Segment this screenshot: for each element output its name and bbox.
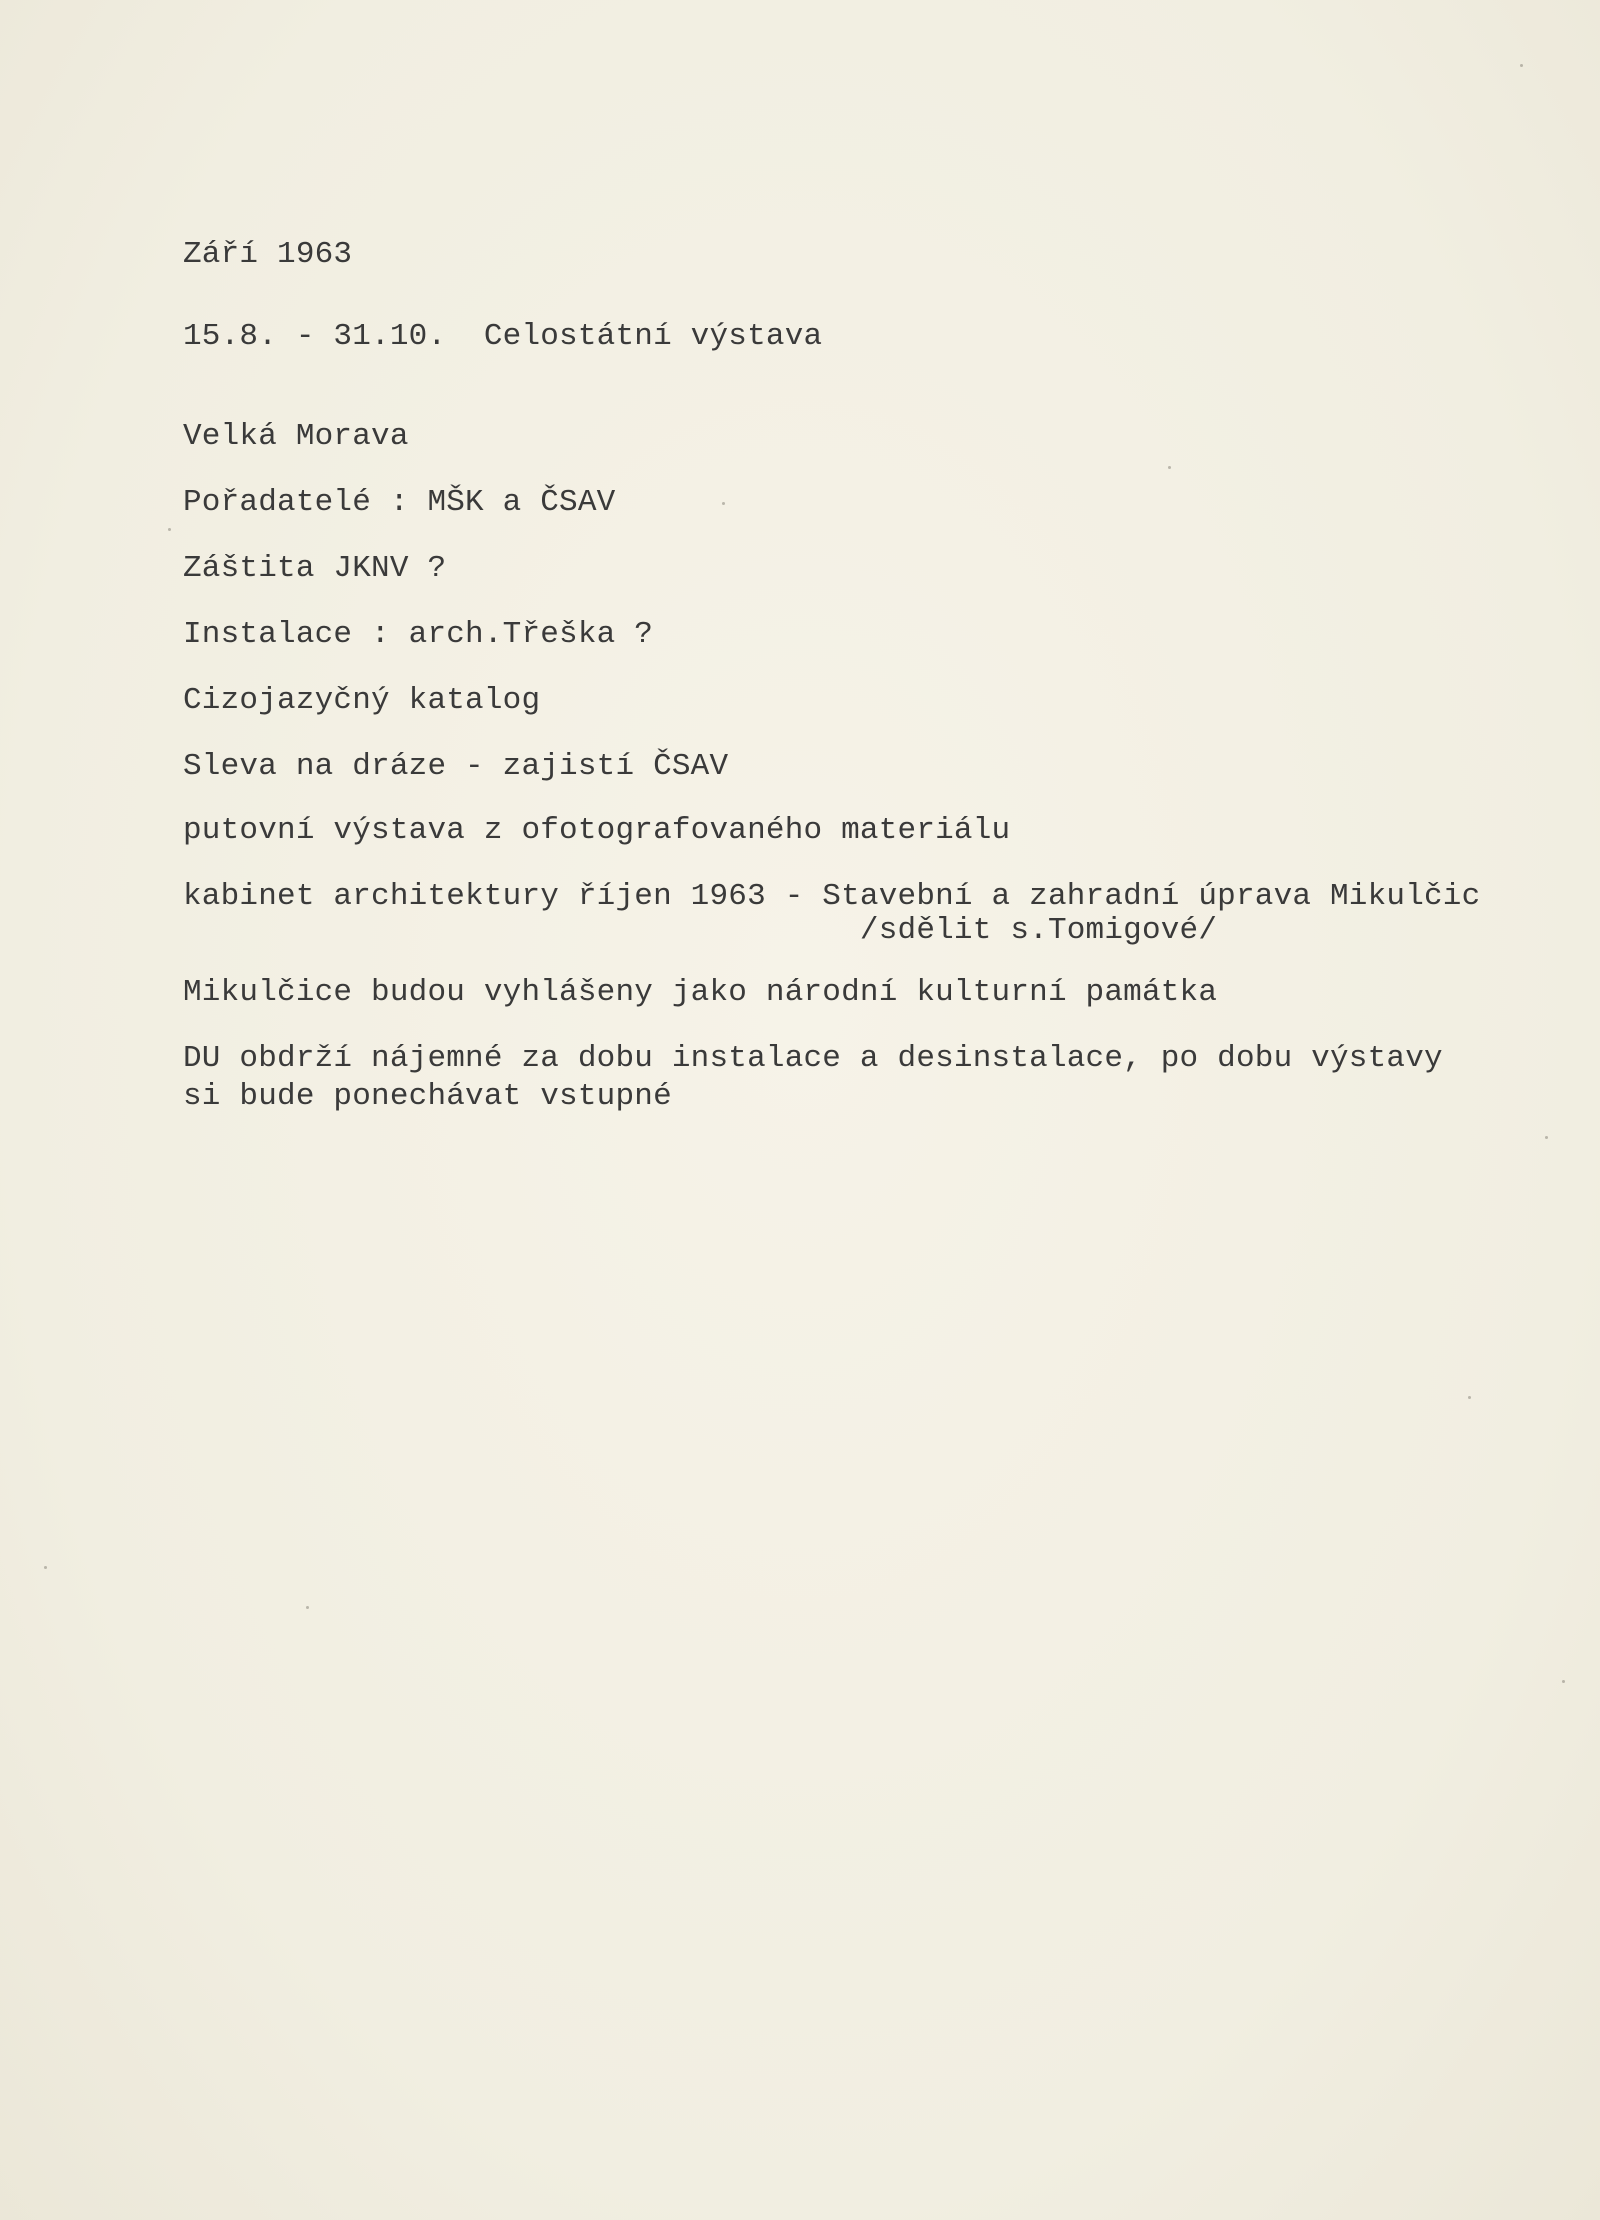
exhibition-name-line: Velká Morava	[183, 419, 409, 454]
architecture-note-line: /sdělit s.Tomigové/	[183, 913, 1218, 948]
organizers-line: Pořadatelé : MŠK a ČSAV	[183, 485, 616, 520]
catalog-line: Cizojazyčný katalog	[183, 683, 541, 718]
rent-line-2: si bude ponechávat vstupné	[183, 1079, 672, 1114]
paper-speck	[1545, 1136, 1548, 1139]
railway-discount-line: Sleva na dráze - zajistí ČSAV	[183, 749, 729, 784]
monument-line: Mikulčice budou vyhlášeny jako národní kulturní památka	[183, 975, 1218, 1010]
installation-line: Instalace : arch.Třeška ?	[183, 617, 654, 652]
paper-speck	[306, 1606, 309, 1609]
paper-speck	[1468, 1396, 1471, 1399]
paper-speck	[168, 528, 171, 531]
rent-line-1: DU obdrží nájemné za dobu instalace a desinstalace, po dobu výstavy	[183, 1041, 1443, 1076]
date-heading: Září 1963	[183, 237, 353, 272]
paper-speck	[1562, 1680, 1565, 1683]
paper-speck	[722, 502, 725, 505]
traveling-exhibition-line: putovní výstava z ofotografovaného materiálu	[183, 813, 1011, 848]
paper-speck	[1520, 64, 1523, 67]
architecture-cabinet-line: kabinet architektury říjen 1963 - Stavební a zahradní úprava Mikulčic	[183, 879, 1481, 914]
paper-speck	[1168, 466, 1171, 469]
paper-speck	[44, 1566, 47, 1569]
patronage-line: Záštita JKNV ?	[183, 551, 447, 586]
exhibition-dates-line: 15.8. - 31.10. Celostátní výstava	[183, 319, 823, 354]
